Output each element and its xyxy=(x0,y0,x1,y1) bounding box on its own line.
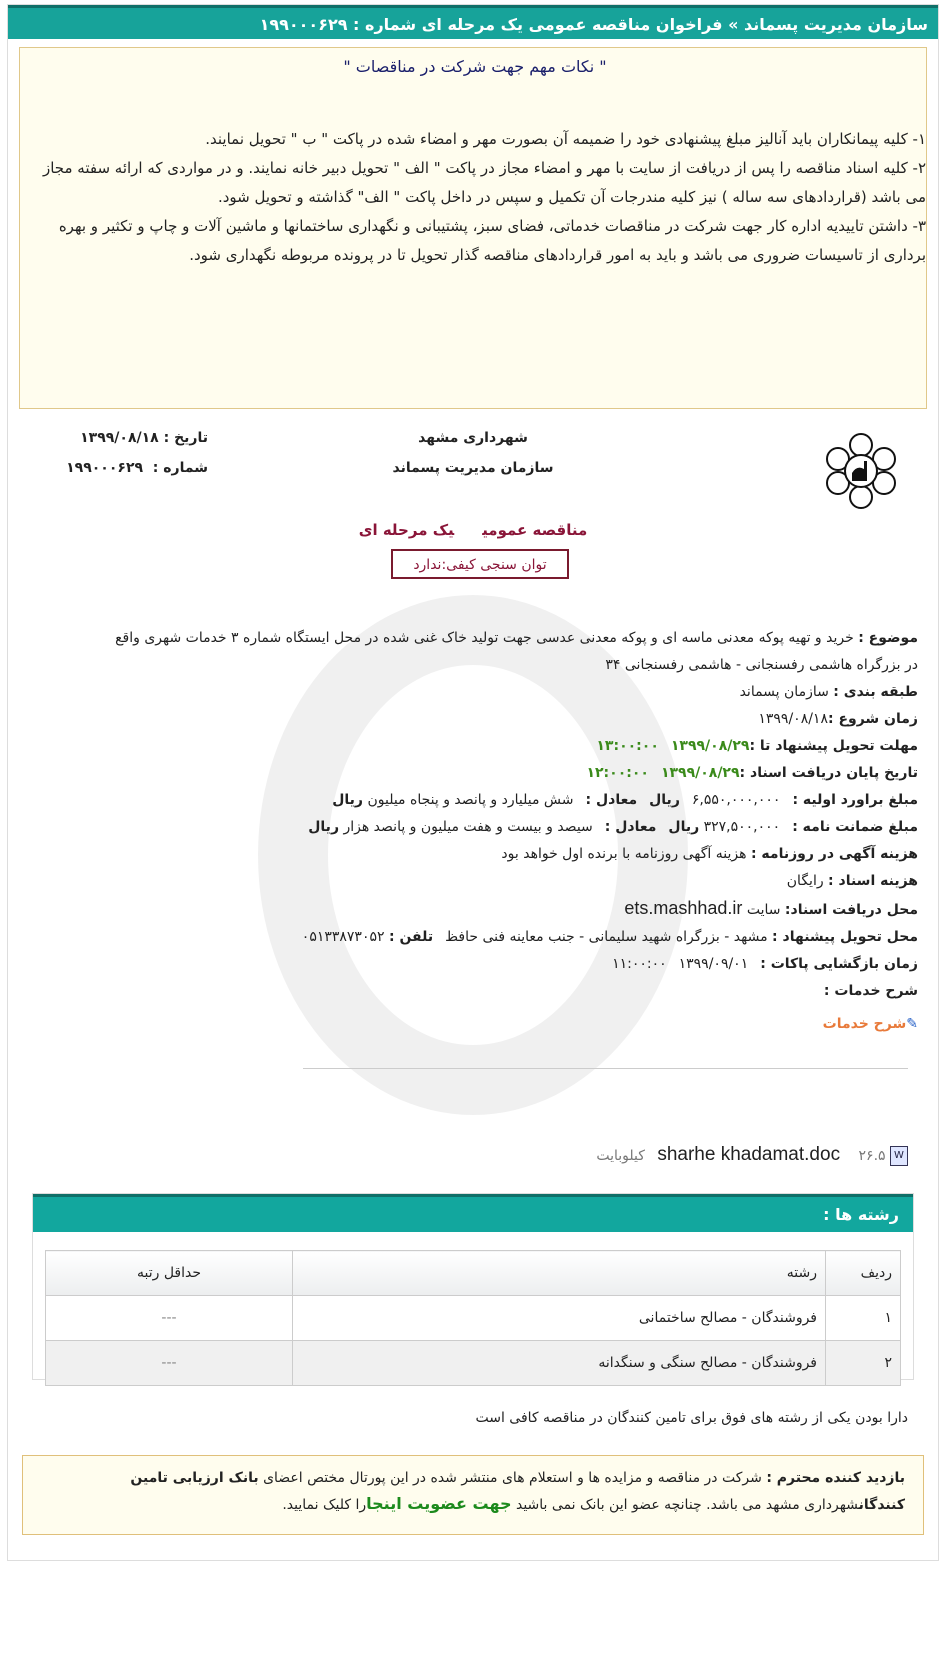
number-label: شماره : xyxy=(152,460,208,476)
table-row xyxy=(46,1296,901,1341)
pencil-icon: ✎ xyxy=(906,1016,918,1032)
divider xyxy=(303,1068,908,1069)
word-document-icon: W xyxy=(890,1146,908,1166)
visitor-text: را کلیک نمایید. xyxy=(282,1497,367,1513)
fields-table xyxy=(45,1250,901,1386)
start-row: زمان شروع :۱۳۹۹/۰۸/۱۸ xyxy=(758,711,918,727)
doc-place-row: محل دریافت اسناد: سایت ets.mashhad.ir xyxy=(624,898,918,918)
note-item: ۱- کلیه پیمانکاران باید آنالیز مبلغ پیشنهادی خود را ضمیمه آن بصورت مهر و امضاء شده در پاکت " ب " تحویل نمایند. xyxy=(205,130,926,148)
services-link[interactable] xyxy=(28,1011,918,1038)
col-row: ردیف xyxy=(826,1251,901,1296)
cell-rank: --- xyxy=(46,1296,293,1341)
col-field: رشته xyxy=(293,1251,826,1296)
cell-field: فروشندگان - مصالح ساختمانی xyxy=(293,1296,826,1341)
mashhad-municipality-logo-icon xyxy=(824,431,898,511)
cell-field: فروشندگان - مصالح سنگی و سنگدانه xyxy=(293,1341,826,1386)
tender-card xyxy=(7,4,939,1561)
org-waste-management: سازمان مدیریت پسماند xyxy=(392,460,554,476)
fields-title: رشته ها : xyxy=(33,1194,913,1232)
subject-row: موضوع : خرید و تهیه پوکه معدنی ماسه ای و پوکه معدنی عدسی جهت تولید خاک غنی شده در محل ایستگاه شماره ۳ خدمات شهری واقع xyxy=(115,630,918,646)
page-title: سازمان مدیریت پسماند » فراخوان مناقصه عمومی یک مرحله ای شماره : ۱۹۹۰۰۰۶۲۹ xyxy=(8,5,938,39)
date-label: تاریخ : xyxy=(163,430,208,446)
visitor-notice xyxy=(22,1455,924,1535)
subject-row-cont: در بزرگراه هاشمی رفسنجانی - هاشمی رفسنجانی ۳۴ xyxy=(605,657,918,673)
number-line xyxy=(38,460,208,476)
tender-details xyxy=(28,625,918,1038)
services-row: شرح خدمات : xyxy=(823,983,918,999)
note-item: ۳- داشتن تاییدیه اداره کار جهت شرکت در مناقصات خدماتی، فضای سبز، پشتیبانی و نگهداری ساختمانها و ماشین آلات و چاپ و تکثیر و بهره برداری از تاسیسات ضروری می باشد و باید به امور قراردادهای مناقصه گذار تحویل تا در پرونده مربوطه نگهداری شود. xyxy=(58,217,926,264)
ad-cost-row: هزینه آگهی در روزنامه : هزینه آگهی روزنامه با برنده اول خواهد بود xyxy=(501,846,918,862)
visitor-text: شهرداری مشهد می باشد. چنانچه عضو این بانک نمی باشید xyxy=(515,1497,859,1513)
estimate-row: مبلغ براورد اولیه :۶,۵۵۰,۰۰۰,۰۰۰ریالمعادل :شش میلیارد و پانصد و پنجاه میلیون ریال xyxy=(332,792,918,808)
file-size: ۲۶.۵ xyxy=(858,1148,886,1164)
opening-row: زمان بازگشایی پاکات :۱۳۹۹/۰۹/۰۱۱۱:۰۰:۰۰ xyxy=(612,956,918,972)
note-item: ۲- کلیه اسناد مناقصه را پس از دریافت از سایت با مهر و امضاء مجاز در پاکت " الف " تحویل دبیر خانه نمایند. و در مواردی که ارائه سفته مجاز می باشد (قراردادهای سه ساله ) نیز کلیه مندرجات آن تکمیل و سپس در داخل پاکت " الف" گذاشته و تحویل شود. xyxy=(42,159,926,206)
visitor-bank: بانک ارزیابی تامین کنندگان xyxy=(130,1470,905,1513)
table-row xyxy=(46,1341,901,1386)
date-value: ۱۳۹۹/۰۸/۱۸ xyxy=(80,430,159,446)
tender-stage: یک مرحله ای xyxy=(358,521,455,539)
guarantee-row: مبلغ ضمانت نامه :۳۲۷,۵۰۰,۰۰۰ ریالمعادل :سیصد و بیست و هفت میلیون و پانصد هزار ریال xyxy=(308,819,918,835)
cell-row: ۲ xyxy=(826,1341,901,1386)
services-link-label[interactable]: شرح خدمات xyxy=(822,1016,907,1032)
file-download[interactable] xyxy=(596,1144,908,1166)
delivery-row: محل تحویل پیشنهاد : مشهد - بزرگراه شهید سلیمانی - جنب معاینه فنی حافظتلفن : ۰۵۱۳۳۸۷۳۰۵۲ xyxy=(301,929,918,945)
file-name[interactable]: sharhe khadamat.doc xyxy=(657,1144,841,1165)
doc-cost-row: هزینه اسناد : رایگان xyxy=(786,873,918,889)
tender-type: مناقصه عمومی xyxy=(482,521,588,539)
org-municipality: شهرداری مشهد xyxy=(418,430,528,446)
doc-end-row: تاریخ پایان دریافت اسناد :۱۳۹۹/۰۸/۲۹۱۲:۰۰:۰۰ xyxy=(586,765,918,781)
important-notes-box xyxy=(19,47,927,409)
number-value: ۱۹۹۰۰۰۶۲۹ xyxy=(66,460,144,476)
category-row: طبقه بندی : سازمان پسماند xyxy=(739,684,918,700)
col-min-rank: حداقل رتبه xyxy=(46,1251,293,1296)
membership-link[interactable]: جهت عضویت اینجا xyxy=(366,1494,512,1513)
deadline-row: مهلت تحویل پیشنهاد تا :۱۳۹۹/۰۸/۲۹۱۳:۰۰:۰۰ xyxy=(596,738,918,754)
quality-assessment-badge: توان سنجی کیفی:ندارد xyxy=(391,549,569,579)
file-size-unit: کیلوبایت xyxy=(596,1148,645,1164)
cell-row: ۱ xyxy=(826,1296,901,1341)
fields-panel xyxy=(32,1193,914,1380)
doc-site-link[interactable]: ets.mashhad.ir xyxy=(624,898,743,918)
sufficiency-note: دارا بودن یکی از رشته های فوق برای تامین کنندگان در مناقصه کافی است xyxy=(475,1410,908,1426)
tender-type-title xyxy=(8,521,938,539)
date-line xyxy=(38,430,208,446)
cell-rank: --- xyxy=(46,1341,293,1386)
visitor-lead: بازدید کننده محترم : xyxy=(766,1470,905,1486)
visitor-text: شرکت در مناقصه و مزایده ها و استعلام های منتشر شده در این پورتال مختص اعضای xyxy=(263,1470,762,1486)
notes-title: " نکات مهم جهت شرکت در مناقصات " xyxy=(343,57,607,76)
